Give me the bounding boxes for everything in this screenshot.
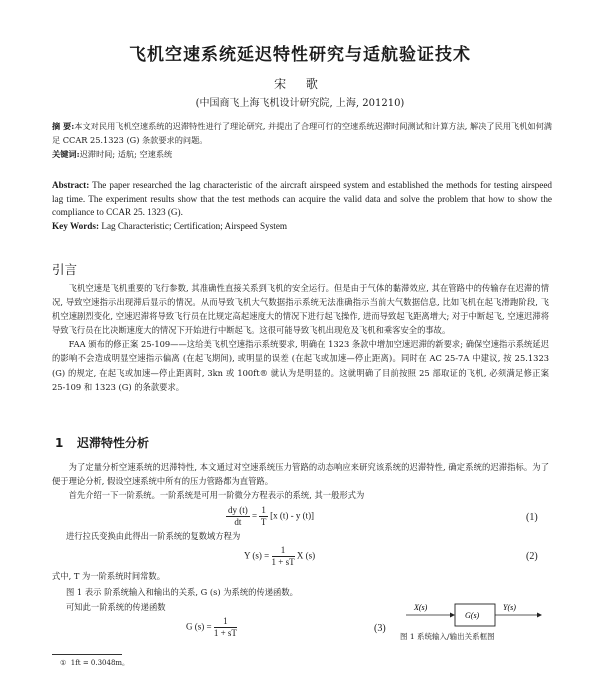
section-1-paragraph-4: 式中, T 为一阶系统时间常数。 bbox=[52, 571, 166, 581]
eq1-derivative bbox=[226, 505, 250, 528]
equation-3-number: (3) bbox=[374, 623, 386, 634]
eq3-fraction bbox=[214, 616, 237, 639]
eq3-frac-denominator: 1 + sT bbox=[213, 628, 237, 638]
section-1-paragraph-6: 可知此一阶系统的传递函数 bbox=[66, 602, 166, 612]
figure-input-label: X(s) bbox=[414, 603, 428, 612]
author: 宋 歌 bbox=[274, 77, 326, 91]
keywords-en: Lag Characteristic; Certification; Airspeed System bbox=[101, 220, 288, 231]
section-1-paragraph-1: 为了定量分析空速系统的迟滞特性, 本文通过对空速系统压力管路的动态响应来研究该系统的迟滞特性, 确定系统的迟滞指标。为了便于理论分析, 假设空速系统中所有的压力管路都为直管路。 bbox=[52, 462, 549, 487]
keywords-cn: 迟滞时间; 适航; 空速系统 bbox=[79, 149, 173, 159]
figure-block-label: G(s) bbox=[465, 611, 480, 620]
eq2-rhs: X (s) bbox=[296, 550, 316, 561]
intro-body bbox=[52, 281, 549, 394]
footnote bbox=[60, 658, 129, 668]
eq1-rhs: [x (t) - y (t)] bbox=[270, 510, 315, 521]
abstract-en-text: The paper researched the lag characteristic of the aircraft airspeed system and established the methods for testing airspeed lag time. The experiment results show that the test methods can acquire the valid data and solve the problem that how to show the compliance to CCAR 25. 1323 (G). bbox=[52, 180, 552, 217]
abstract-en bbox=[52, 179, 552, 233]
footnote-mark: ① bbox=[60, 659, 67, 667]
figure-output-label: Y(s) bbox=[503, 603, 516, 612]
intro-heading: 引言 bbox=[52, 262, 78, 277]
abstract-en-label: Abstract: bbox=[52, 180, 90, 190]
section-1-title: 迟滞特性分析 bbox=[77, 436, 150, 450]
intro-paragraph-1: 飞机空速是飞机重要的飞行参数, 其准确性直接关系到飞机的安全运行。但是由于气体的黏滞效应, 其在管路中的传输存在迟滞的情况, 导致空速指示出现滞后显示的情况。从而导致飞机大气数据指示系统无法准确指示当前大气数据信息, 比如飞机在起飞滑跑阶段, 飞机空速剧烈变化, 空速迟滞将导致飞行员在比规定高起速度大的情况下进行起飞操作, 进而导致起飞距离增大; 对于中断起飞, 空速迟滞将导致飞行员在比决断速度大的情况下开始进行中断起飞。这很可能导致飞机出现危及飞机和乘客安全的事故。 bbox=[52, 283, 549, 336]
section-1-paragraph-5: 图 1 表示 阶系统输入和输出的关系, G (s) 为系统的传递函数。 bbox=[66, 587, 298, 597]
eq3-lhs: G (s) = bbox=[186, 621, 212, 632]
eq1-lhs-denominator: dt bbox=[234, 517, 242, 527]
paper-title: 飞机空速系统延迟特性研究与适航验证技术 bbox=[129, 45, 471, 65]
abstract-cn bbox=[52, 119, 552, 161]
equation-3 bbox=[186, 616, 237, 639]
equation-1-number: (1) bbox=[526, 512, 538, 523]
abstract-cn-text: 本文对民用飞机空速系统的迟滞特性进行了理论研究, 并提出了合理可行的空速系统迟滞时间测试和计算方法, 解决了民用飞机如何满足 CCAR 25.1323 (G) 条款要求的问题。 bbox=[52, 121, 552, 145]
equation-1 bbox=[226, 505, 314, 528]
section-1-body bbox=[52, 460, 549, 502]
equation-2-number: (2) bbox=[526, 551, 538, 562]
equation-2 bbox=[244, 545, 315, 568]
eq2-frac-numerator: 1 bbox=[272, 545, 295, 557]
eq1-lhs-numerator: dy (t) bbox=[228, 505, 248, 515]
intro-paragraph-2: FAA 颁布的修正案 25-109——这给美飞机空速指示系统要求, 明确在 1323 条款中增加空速迟滞的新要求; 确保空速指示系统延迟的影响不会造成明显空速指示偏离 (在起飞期间), 或明显的误差 (在起飞或加速—停止距离)。同时在 AC 25-7A 中建议, 按 25.1323 (G) 的规定, 在起飞或加速—停止距离时, 3kn 或 100ft® 就认为是明显的。这就明确了目前按照 25 部取证的飞机, 必须满足修正案 25-109 和 1323 (G) 的条款要求。 bbox=[52, 339, 549, 392]
eq1-frac-numerator: 1 bbox=[261, 505, 266, 515]
output-arrowhead bbox=[537, 613, 542, 618]
affiliation: (中国商飞上海飞机设计研究院, 上海, 201210) bbox=[195, 98, 405, 109]
section-1-paragraph-3: 进行拉氏变换由此得出一阶系统的复数域方程为 bbox=[66, 531, 241, 541]
eq2-frac-denominator: 1 + sT bbox=[271, 557, 295, 567]
input-arrowhead bbox=[450, 613, 455, 618]
eq2-fraction bbox=[272, 545, 295, 568]
figure-1-caption: 图 1 系统输入/输出关系框图 bbox=[400, 632, 495, 641]
eq1-frac-denominator: T bbox=[260, 517, 267, 527]
abstract-cn-label: 摘 要: bbox=[52, 121, 75, 131]
eq2-lhs: Y (s) = bbox=[244, 550, 270, 561]
keywords-cn-label: 关键词: bbox=[52, 149, 80, 159]
footnote-text: 1ft = 0.3048m。 bbox=[70, 659, 130, 667]
keywords-en-label: Key Words: bbox=[52, 220, 100, 231]
section-1-paragraph-2: 首先介绍一下一阶系统。一阶系统是可用一阶微分方程表示的系统, 其一般形式为 bbox=[68, 490, 365, 501]
eq1-fraction bbox=[259, 505, 268, 528]
section-1-number: 1 bbox=[55, 436, 64, 450]
eq3-frac-numerator: 1 bbox=[214, 616, 237, 628]
eq1-equals: = bbox=[252, 510, 258, 521]
section-1-heading bbox=[55, 434, 149, 451]
footnote-rule bbox=[52, 654, 122, 655]
